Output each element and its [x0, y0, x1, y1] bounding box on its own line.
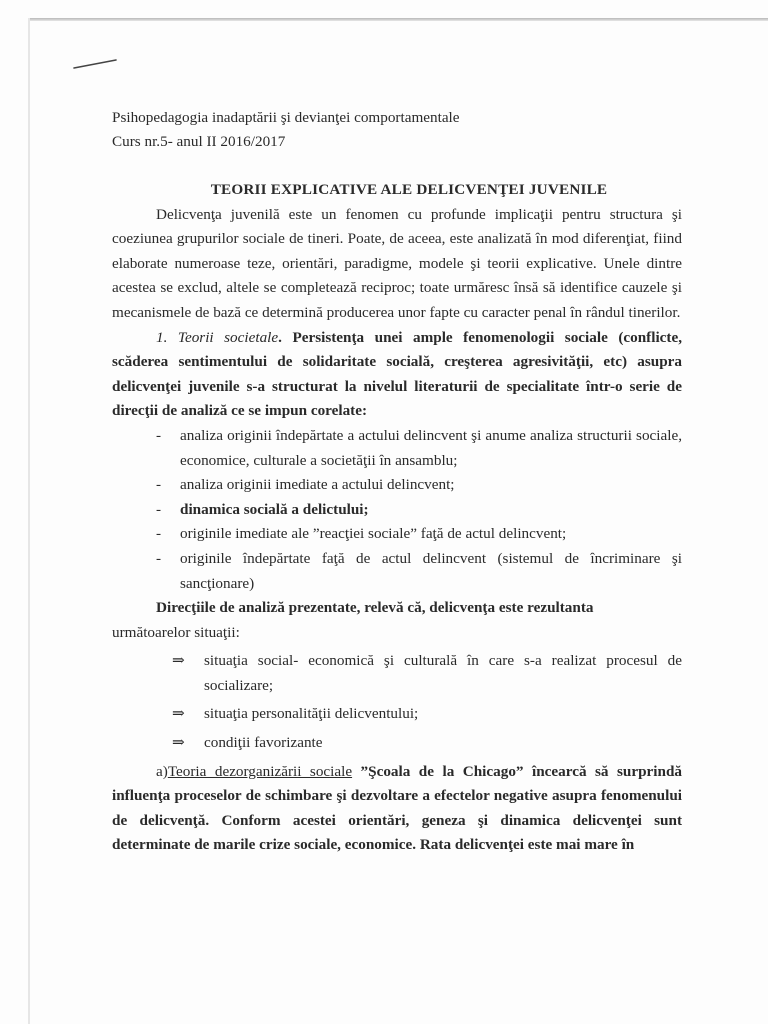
arrow-icon: ⇒ — [172, 705, 185, 723]
section-1-label: 1. Teorii societale — [156, 328, 279, 346]
situations-list — [112, 649, 682, 755]
scan-edge — [30, 18, 768, 21]
analysis-directions-list — [112, 424, 682, 596]
section-a-label: Teoria dezorganizării sociale — [167, 762, 353, 780]
dash-bullet: - — [156, 426, 162, 444]
intro-paragraph: Delicvenţa juvenilă este un fenomen cu profunde implicaţii pentru structura şi coeziunea grupurilor sociale de tineri. Poate, de aceea, este analizată în mod diferenţiat, fiind elaborate numeroase teze, orientări, paradigme, modele şi teorii explicative. Unele dintre acestea se exclud, altele se completează reciproc; toate urmăresc însă să identifice cauzele şi mecanismele de bază ce determină producerea unor fapte cu caracter penal în rândul tinerilor. — [112, 205, 682, 321]
arrow-icon: ⇒ — [172, 652, 185, 670]
pen-mark — [72, 58, 118, 70]
list-item: - analiza originii îndepărtate a actului delincvent şi anume analiza structurii sociale, economice, culturale a societăţii în ansamblu; — [112, 424, 682, 473]
list-item: - analiza originii imediate a actului delincvent; — [112, 473, 682, 498]
arrow-icon: ⇒ — [172, 734, 185, 752]
list-item: - originile îndepărtate faţă de actul delincvent (sistemul de încriminare şi sancţionare) — [112, 547, 682, 596]
section-a-text: ”Şcoala de la Chicago” încearcă să surprindă influenţa proceselor de schimbare şi dezvoltare a efectelor negative asupra fenomenului de delicvenţă. Conform acestei orientări, geneza şi dinamica delicvenţei sunt determinate de marile crize sociale, economice. Rata delicvenţei este mai mare în — [112, 762, 682, 854]
dash-bullet: - — [156, 525, 162, 543]
list-item: - originile imediate ale ”reacţiei sociale” faţă de actul delincvent; — [112, 522, 682, 547]
dash-bullet: - — [156, 549, 162, 567]
scan-edge — [28, 18, 30, 1024]
course-info: Curs nr.5- anul II 2016/2017 — [112, 133, 286, 150]
list-item: ⇒ situaţia social- economică şi culturală în care s-a realizat procesul de socializare; — [112, 649, 682, 698]
course-title: Psihopedagogia inadaptării şi devianţei comportamentale — [112, 109, 460, 126]
list-item: ⇒ situaţia personalităţii delicventului; — [112, 702, 682, 727]
page-title: TEORII EXPLICATIVE ALE DELICVENŢEI JUVENILE — [210, 181, 608, 198]
dash-bullet: - — [156, 476, 162, 494]
document-body — [112, 106, 682, 858]
section-a-prefix: a) — [156, 762, 168, 780]
section-a-paragraph — [112, 760, 682, 858]
list-item: - dinamica socială a delictului; — [112, 498, 682, 523]
list-item: ⇒ condiţii favorizante — [112, 731, 682, 756]
section-1-lead: . Persistenţa unei ample fenomenologii sociale (conflicte, scăderea sentimentului de solidaritate socială, creşterea agresivităţii, etc) asupra delicvenţei juvenile s-a structurat la nivelul literaturii de specialitate într-o serie de direcţii de analiză ce se impun corelate: — [112, 328, 683, 420]
directions-paragraph: Direcţiile de analiză prezentate, relevă că, delicvenţa este rezultanta — [156, 599, 594, 617]
directions-paragraph-continued: următoarelor situaţii: — [112, 623, 240, 641]
section-1-paragraph — [112, 326, 682, 424]
dash-bullet: - — [156, 500, 162, 518]
